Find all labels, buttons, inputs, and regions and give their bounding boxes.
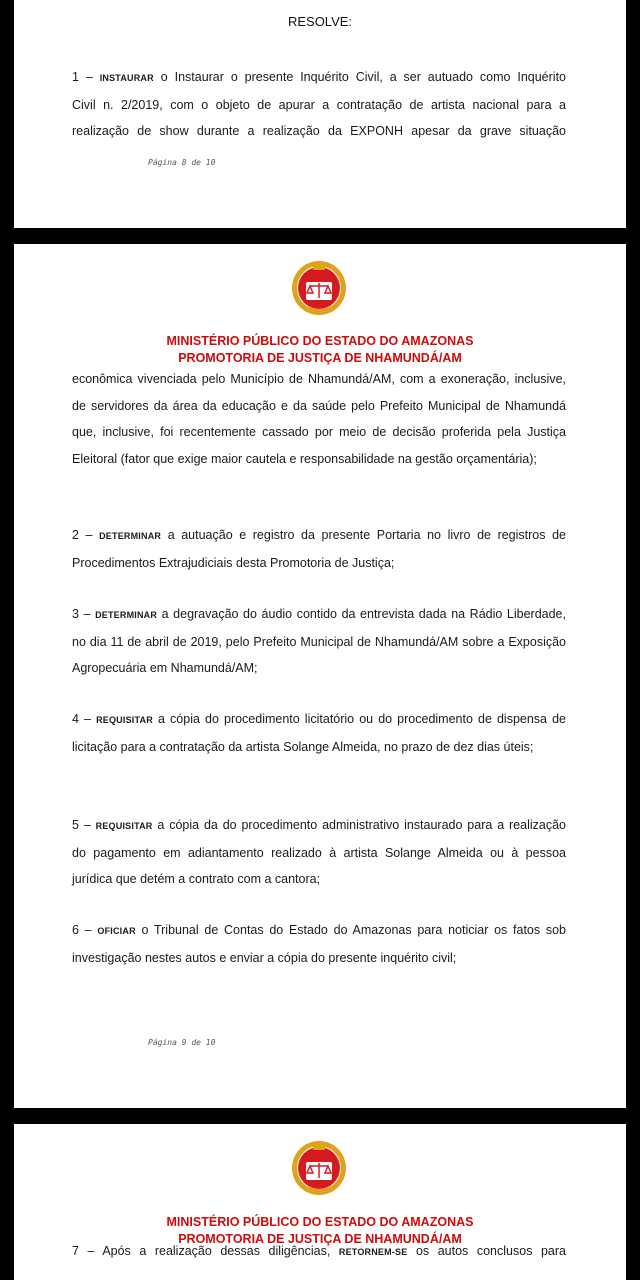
- page-number: Página 8 de 10: [148, 158, 216, 167]
- item-text: a cópia da do procedimento administrativo instaurado para a realização do pagamento em adiantamento realizado à artista Solange Almeida ou à pessoa jurídica que detém a contrato com a cantora;: [72, 818, 566, 886]
- item-7-paragraph: [72, 1238, 566, 1266]
- continuation-paragraph: econômica vivenciada pelo Município de Nhamundá/AM, com a exoneração, inclusive, de servidores da área da educação e da saúde pelo Prefeito Municipal de Nhamundá que, inclusive, foi recentemente cassado por meio de decisão proferida pela Justiça Eleitoral (fator que exige maior cautela e responsabilidade na gestão orçamentária);: [72, 372, 566, 466]
- resolve-heading: RESOLVE:: [287, 14, 353, 29]
- item-text: os autos conclusos para: [415, 1244, 566, 1258]
- header-promotoria: PROMOTORIA DE JUSTIÇA DE NHAMUNDÁ/AM: [178, 1232, 462, 1246]
- item-number: 1 –: [72, 70, 93, 84]
- item-text-line: o Instaurar o presente Inquérito Civil, a ser autuado como Inquérito: [160, 70, 566, 84]
- item-number: 6 –: [72, 923, 92, 937]
- ministry-seal-icon: [289, 258, 349, 318]
- header-ministry: MINISTÉRIO PÚBLICO DO ESTADO DO AMAZONAS: [166, 334, 474, 348]
- item-text: Após a realização dessas diligências,: [102, 1244, 331, 1258]
- item-text-line: Civil n. 2/2019, com o objeto de apurar a contratação de artista nacional para a: [72, 97, 566, 112]
- item-text: o Tribunal de Contas do Estado do Amazonas para noticiar os fatos sob investigação nestes autos e enviar a cópia do presente inquérito civil;: [72, 923, 566, 965]
- item-keyword: OFICIAR: [97, 926, 136, 936]
- item-1-paragraph: [72, 64, 566, 145]
- item-number: 4 –: [72, 712, 91, 726]
- header-promotoria: PROMOTORIA DE JUSTIÇA DE NHAMUNDÁ/AM: [178, 351, 462, 365]
- item-number: 5 –: [72, 818, 91, 832]
- document-page-8: [14, 0, 626, 228]
- item-3-paragraph: [72, 601, 566, 682]
- item-2-paragraph: [72, 522, 566, 576]
- item-keyword: REQUISITAR: [96, 715, 153, 725]
- ministry-seal-icon: [289, 1138, 349, 1198]
- item-text: a degravação do áudio contido da entrevista dada na Rádio Liberdade, no dia 11 de abril de 2019, pelo Prefeito Municipal de Nhamundá/AM sobre a Exposição Agropecuária em Nhamundá/AM;: [72, 607, 566, 675]
- page-number: Página 9 de 10: [148, 1038, 216, 1047]
- document-page-9: [14, 244, 626, 1108]
- item-keyword: DETERMINAR: [99, 531, 162, 541]
- item-keyword: REQUISITAR: [95, 821, 153, 831]
- item-number: 2 –: [72, 528, 93, 542]
- item-keyword: RETORNEM-SE: [338, 1247, 408, 1257]
- document-page-10: [14, 1124, 626, 1280]
- item-5-paragraph: [72, 812, 566, 893]
- item-text: a cópia do procedimento licitatório ou do procedimento de dispensa de licitação para a contratação da artista Solange Almeida, no prazo de dez dias úteis;: [72, 712, 566, 754]
- item-keyword: INSTAURAR: [99, 73, 154, 83]
- item-number: 3 –: [72, 607, 91, 621]
- item-number: 7 –: [72, 1244, 95, 1258]
- item-4-paragraph: [72, 706, 566, 760]
- header-ministry: MINISTÉRIO PÚBLICO DO ESTADO DO AMAZONAS: [166, 1215, 474, 1229]
- item-keyword: DETERMINAR: [95, 610, 158, 620]
- item-6-paragraph: [72, 917, 566, 971]
- item-text-line: realização de show durante a realização da EXPONH apesar da grave situação: [72, 124, 566, 138]
- item-text: a autuação e registro da presente Portaria no livro de registros de Procedimentos Extrajudiciais desta Promotoria de Justiça;: [72, 528, 566, 570]
